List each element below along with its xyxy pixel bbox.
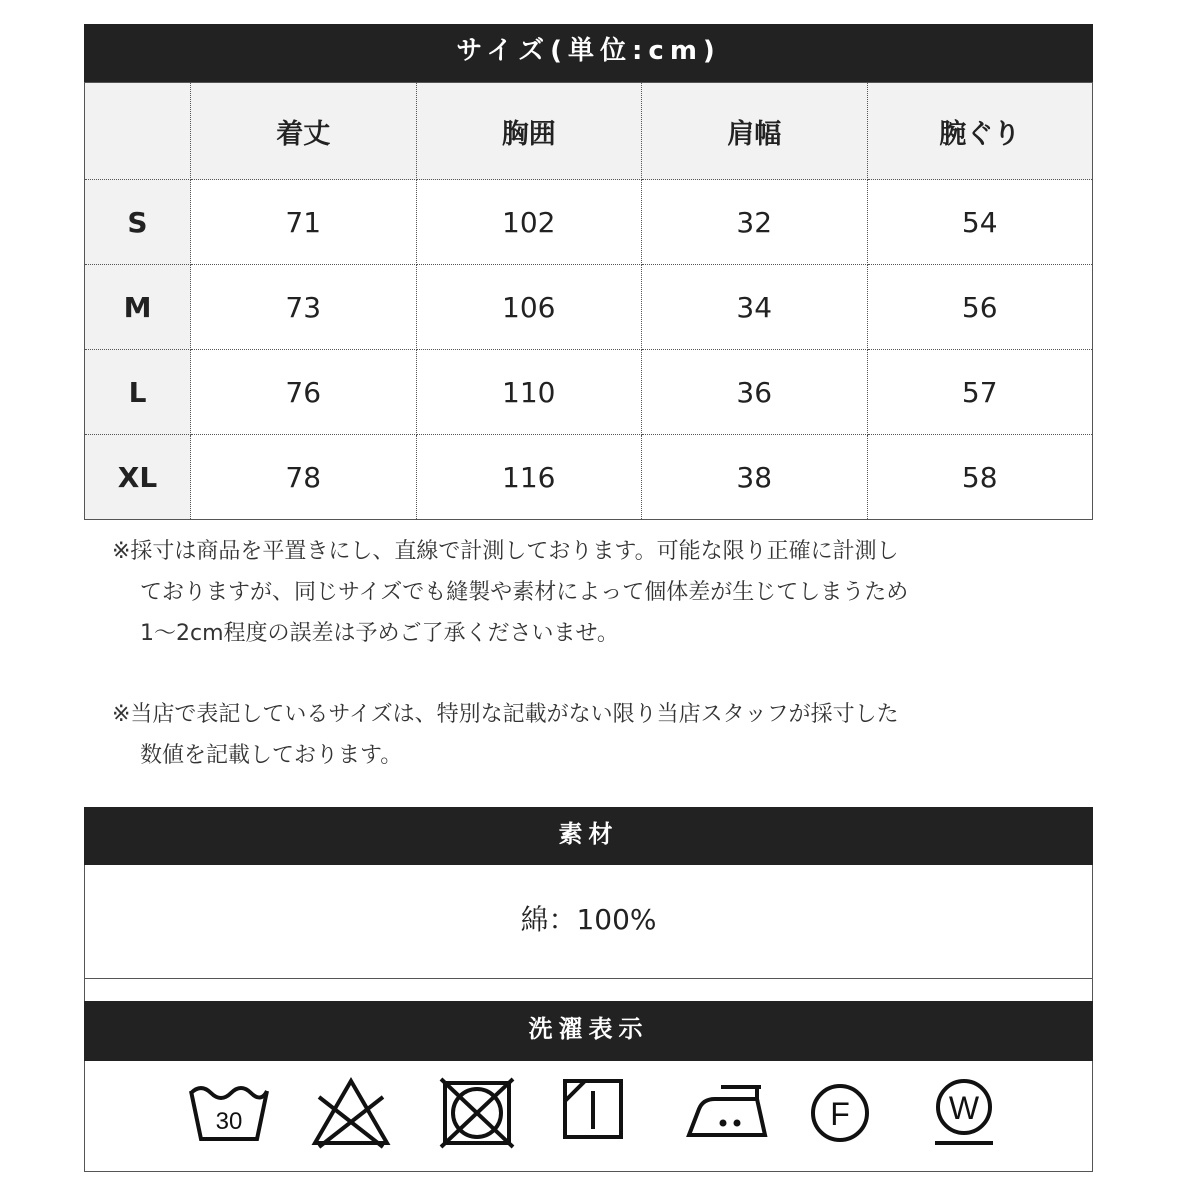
table-cell: 54 — [867, 180, 1093, 265]
size-source-note — [112, 694, 1052, 776]
table-cell: 76 — [191, 350, 417, 435]
material-value: 綿：100% — [84, 865, 1093, 979]
section-divider — [84, 979, 1093, 1001]
dry-clean-label: F — [830, 1096, 850, 1132]
dry-clean-f-icon — [807, 1077, 873, 1143]
note-line: ※当店で表記しているサイズは、特別な記載がない限り当店スタッフが採寸した — [112, 702, 899, 727]
wet-clean-w-icon — [931, 1077, 997, 1153]
size-table-header-row — [85, 83, 1093, 180]
no-bleach-icon — [311, 1077, 391, 1149]
drip-line-dry-icon — [561, 1077, 625, 1143]
measurement-note — [112, 531, 1052, 654]
wet-clean-label: W — [948, 1090, 980, 1126]
note-line: ※採寸は商品を平置きにし、直線で計測しております。可能な限り正確に計測し — [112, 539, 899, 564]
table-row — [85, 350, 1093, 435]
table-cell: 56 — [867, 265, 1093, 350]
table-cell: 38 — [642, 435, 868, 520]
note-line: 数値を記載しております。 — [140, 743, 403, 768]
column-header-chest: 胸囲 — [416, 83, 642, 180]
size-section-title: サイズ(単位:cm) — [84, 24, 1093, 82]
table-cell: 32 — [642, 180, 868, 265]
row-label: L — [85, 350, 191, 435]
row-label: S — [85, 180, 191, 265]
material-section-title: 素材 — [84, 807, 1093, 865]
table-row — [85, 435, 1093, 520]
table-cell: 36 — [642, 350, 868, 435]
iron-medium-icon — [685, 1077, 769, 1141]
wash-30-icon — [187, 1077, 271, 1147]
wash-temperature-label: 30 — [215, 1108, 243, 1135]
no-tumble-dry-icon — [439, 1077, 515, 1149]
table-cell: 73 — [191, 265, 417, 350]
size-table — [84, 82, 1093, 520]
table-cell: 110 — [416, 350, 642, 435]
row-label: M — [85, 265, 191, 350]
table-cell: 102 — [416, 180, 642, 265]
table-cell: 116 — [416, 435, 642, 520]
care-section-title: 洗濯表示 — [84, 1001, 1093, 1061]
table-cell: 58 — [867, 435, 1093, 520]
row-label: XL — [85, 435, 191, 520]
column-header-length: 着丈 — [191, 83, 417, 180]
table-cell: 34 — [642, 265, 868, 350]
table-cell: 71 — [191, 180, 417, 265]
table-row — [85, 180, 1093, 265]
column-header-armhole: 腕ぐり — [867, 83, 1093, 180]
note-line: ておりますが、同じサイズでも縫製や素材によって個体差が生じてしまうため — [140, 580, 909, 605]
table-cell: 106 — [416, 265, 642, 350]
table-cell: 57 — [867, 350, 1093, 435]
note-line: 1〜2cm程度の誤差は予めご了承くださいませ。 — [140, 621, 619, 646]
table-cell: 78 — [191, 435, 417, 520]
care-symbols — [84, 1061, 1093, 1172]
column-header-shoulder: 肩幅 — [642, 83, 868, 180]
column-header-blank — [85, 83, 191, 180]
table-row — [85, 265, 1093, 350]
